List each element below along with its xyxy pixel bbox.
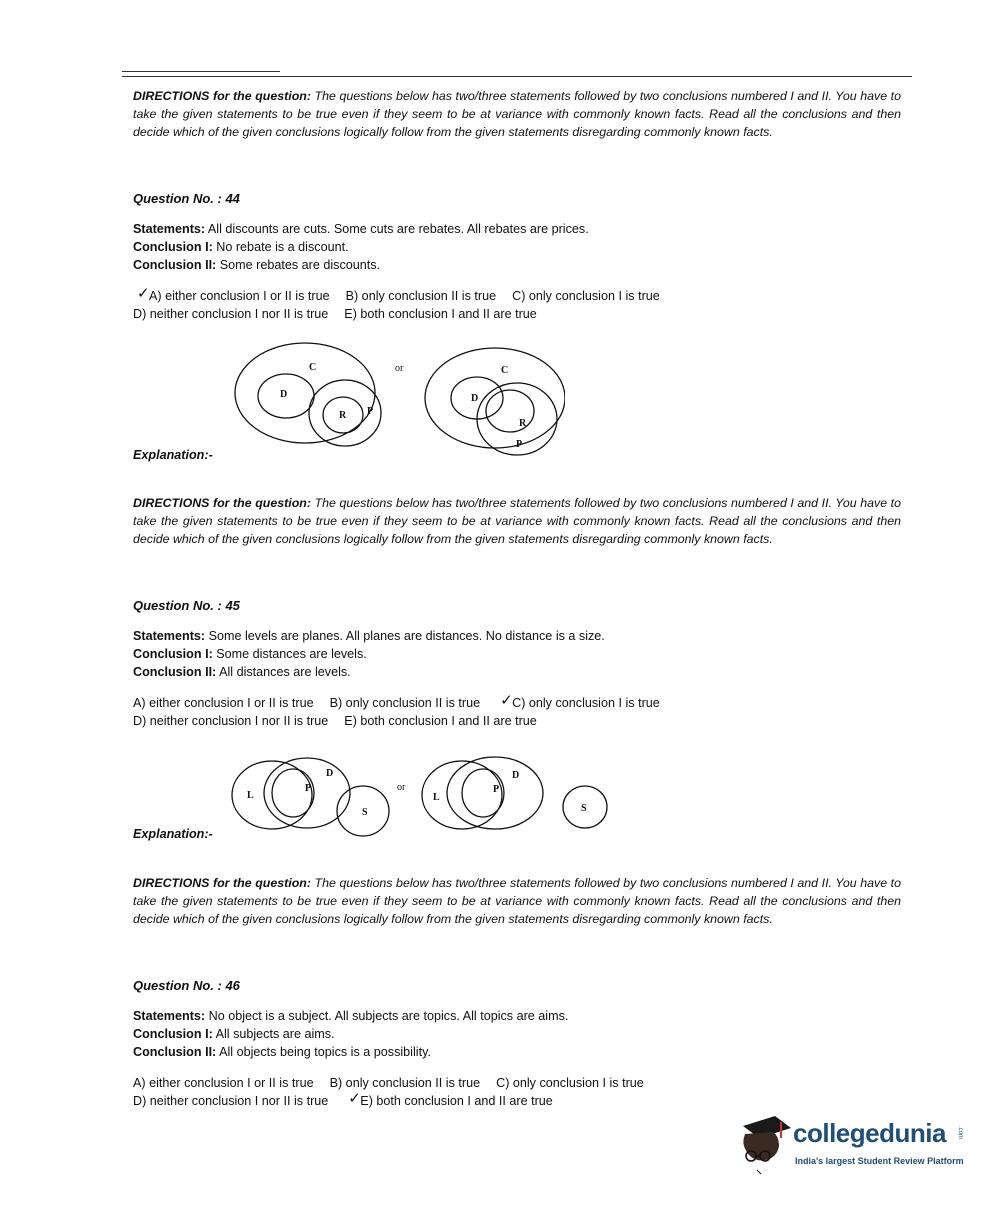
top-short-rule [122,71,280,72]
question-45-explanation: Explanation:- [133,827,213,841]
label-c-left: C [309,362,317,373]
question-44-options-row-2 [133,305,537,323]
answer-tick-icon: ✓ [348,1089,361,1107]
directions-label: DIRECTIONS for the question: [133,89,311,103]
question-44-number: Question No. : 44 [133,191,240,206]
label-r-right: R [519,418,527,429]
statements-text: No object is a subject. All subjects are topics. All topics are aims. [208,1009,569,1023]
directions-block-3 [133,874,901,928]
label-c-right: C [501,365,509,376]
option-e: ✓ E) both conclusion I and II are true [348,1089,553,1108]
directions-text: The questions below has two/three statements followed by two conclusions numbered I and II. You have to take the given statements to be true even if they seem to be at variance with commonly known facts. Read all the conclusions and then decide which of the given conclusions logically follow from the given statements disregarding commonly known facts. [133,876,901,926]
circle-c-left [235,343,375,443]
label-r-left: R [339,410,347,421]
directions-label: DIRECTIONS for the question: [133,876,311,890]
circle-r-right [486,390,534,432]
question-45-options-row-1 [133,691,660,712]
question-44-options-row-1 [133,284,660,305]
question-45-conclusion-1 [133,645,367,663]
label-p-right: P [493,784,500,795]
conclusion-1-label: Conclusion I: [133,1027,213,1041]
statements-label: Statements: [133,1009,206,1023]
label-d-right: D [471,393,479,404]
question-45-number: Question No. : 45 [133,598,240,613]
option-d: D) neither conclusion I nor II is true [133,307,329,321]
question-46-conclusion-1 [133,1025,335,1043]
statements-text: Some levels are planes. All planes are distances. No distance is a size. [208,629,605,643]
directions-block-1 [133,87,901,141]
option-c: C) only conclusion I is true [496,1076,644,1090]
question-46-options-row-1 [133,1074,644,1092]
question-45-statements [133,627,605,645]
statements-label: Statements: [133,629,206,643]
conclusion-1-text: Some distances are levels. [216,647,367,661]
option-b: B) only conclusion II is true [345,289,497,303]
label-l-left: L [247,790,254,801]
conclusion-1-label: Conclusion I: [133,647,213,661]
logo-name: collegedunia [793,1118,946,1148]
question-44-conclusion-2 [133,256,380,274]
option-a: A) either conclusion I or II is true [133,696,314,710]
conclusion-1-text: All subjects are aims. [215,1027,335,1041]
option-d: D) neither conclusion I nor II is true [133,1094,329,1108]
label-s-left: S [362,807,368,818]
question-45-venn-diagram [225,755,615,845]
question-44-conclusion-1 [133,238,349,256]
logo-suffix: .com [957,1126,963,1140]
logo-tagline: India's largest Student Review Platform [795,1156,964,1166]
conclusion-2-label: Conclusion II: [133,258,217,272]
question-44-statements [133,220,589,238]
label-p-left: P [367,406,374,417]
option-d: D) neither conclusion I nor II is true [133,714,329,728]
or-label: or [397,782,406,793]
question-46-options-row-2 [133,1089,553,1110]
option-a: ✓ A) either conclusion I or II is true [137,284,330,303]
label-d-left: D [280,389,288,400]
conclusion-2-label: Conclusion II: [133,1045,217,1059]
directions-block-2 [133,494,901,548]
directions-label: DIRECTIONS for the question: [133,496,311,510]
question-46-number: Question No. : 46 [133,978,240,993]
option-e: E) both conclusion I and II are true [344,714,537,728]
circle-c-right [425,348,565,448]
conclusion-2-text: Some rebates are discounts. [219,258,381,272]
answer-tick-icon: ✓ [500,691,513,709]
conclusion-2-text: All objects being topics is a possibility. [219,1045,431,1059]
statements-label: Statements: [133,222,206,236]
option-e: E) both conclusion I and II are true [344,307,537,321]
directions-text: The questions below has two/three statements followed by two conclusions numbered I and II. You have to take the given statements to be true even if they seem to be at variance with commonly known facts. Read all the conclusions and then decide which of the given conclusions logically follow from the given statements disregarding commonly known facts. [133,496,901,546]
label-p-right: P [516,439,523,450]
conclusion-1-text: No rebate is a discount. [216,240,349,254]
option-c: C) only conclusion I is true [512,289,660,303]
question-44-venn-diagram [225,340,565,460]
label-p-left: P [305,783,312,794]
label-s-separate: S [581,803,587,814]
conclusion-2-text: All distances are levels. [219,665,351,679]
conclusion-1-label: Conclusion I: [133,240,213,254]
collegedunia-logo[interactable] [735,1108,965,1178]
or-label: or [395,363,404,374]
label-l-right: L [433,792,440,803]
option-a: A) either conclusion I or II is true [133,1076,314,1090]
option-b: B) only conclusion II is true [329,696,481,710]
label-d-right: D [512,770,520,781]
answer-tick-icon: ✓ [137,284,150,302]
question-45-conclusion-2 [133,663,351,681]
option-c: ✓ C) only conclusion I is true [500,691,660,710]
top-long-rule [122,76,912,77]
mascot-icon [735,1108,795,1178]
question-44-explanation: Explanation:- [133,448,213,462]
option-b: B) only conclusion II is true [329,1076,481,1090]
conclusion-2-label: Conclusion II: [133,665,217,679]
label-d-left: D [326,768,334,779]
directions-text: The questions below has two/three statements followed by two conclusions numbered I and II. You have to take the given statements to be true even if they seem to be at variance with commonly known facts. Read all the conclusions and then decide which of the given conclusions logically follow from the given statements disregarding commonly known facts. [133,89,901,139]
question-46-conclusion-2 [133,1043,431,1061]
question-45-options-row-2 [133,712,537,730]
statements-text: All discounts are cuts. Some cuts are rebates. All rebates are prices. [207,222,589,236]
question-46-statements [133,1007,568,1025]
